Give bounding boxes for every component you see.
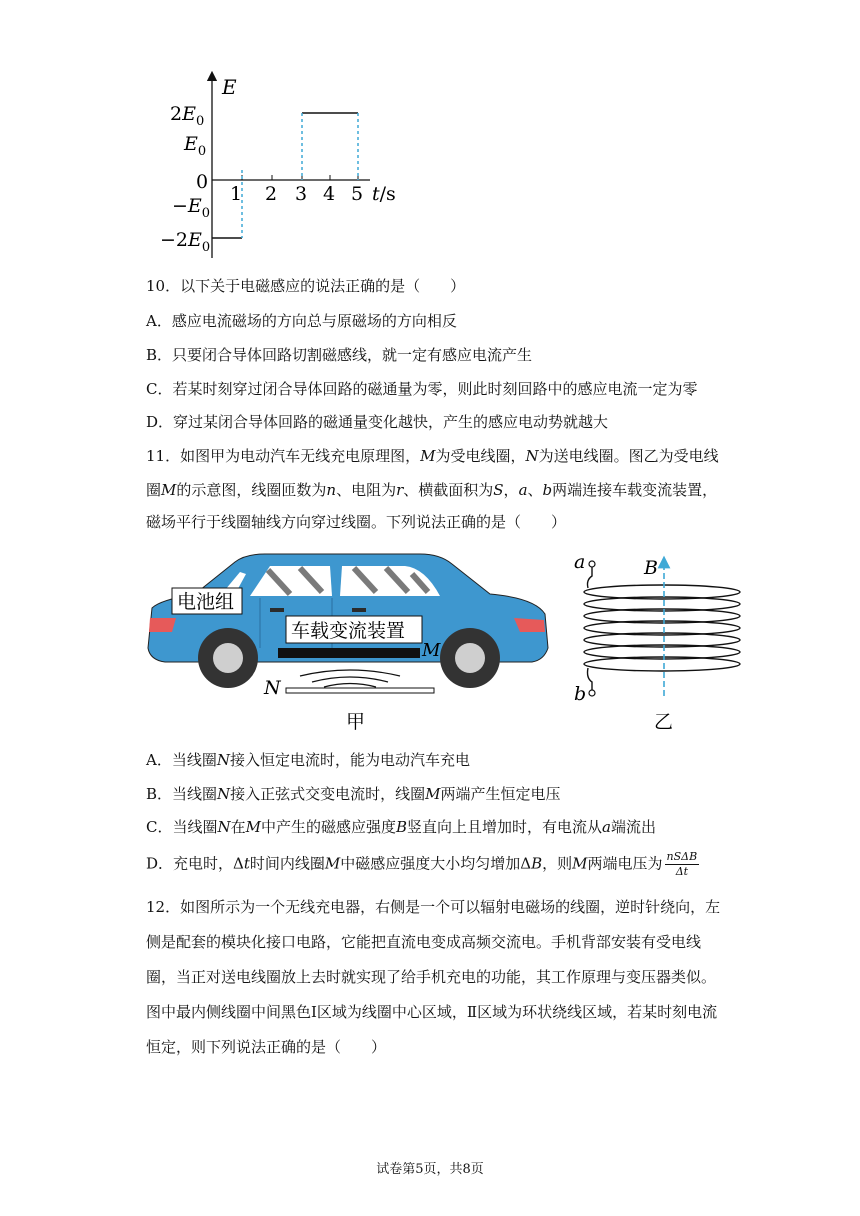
y-tick-2E0: $2E_0$	[170, 103, 205, 129]
x-tick-2: 2	[265, 183, 278, 205]
label-a: a	[574, 551, 586, 573]
coil-loops	[584, 585, 740, 671]
field-lines	[300, 670, 400, 687]
coil-M	[278, 648, 420, 658]
label-M: M	[422, 640, 441, 661]
q10-stem: 10．以下关于电磁感应的说法正确的是（ ）	[146, 277, 466, 295]
q10-option-c[interactable]: C．若某时刻穿过闭合导体回路的磁通量为零，则此时刻回路中的感应电流一定为零	[146, 380, 698, 398]
q11-stem-line2: 圈M的示意图，线圈匝数为n、电阻为r、横截面积为S，a、b两端连接车载变流装置，	[146, 481, 718, 499]
q11-option-c[interactable]: C．当线圈N在M中产生的磁感应强度B竖直向上且增加时，有电流从a端流出	[146, 818, 657, 836]
converter-label: 车载变流装置	[291, 620, 406, 642]
q10-option-d[interactable]: D．穿过某闭合导体回路的磁通量变化越快，产生的感应电动势就越大	[146, 413, 609, 431]
label-yi: 乙	[654, 711, 674, 733]
q10-option-a[interactable]: A．感应电流磁场的方向总与原磁场的方向相反	[146, 312, 457, 330]
label-jia: 甲	[346, 711, 366, 733]
car-wheel-rear	[198, 628, 258, 688]
voltage-fraction: $\frac{\text{nSΔB}}{\Delta t}$	[666, 850, 698, 878]
coil-N	[286, 688, 434, 693]
q11-option-b[interactable]: B．当线圈N接入正弦式交变电流时，线圈M两端产生恒定电压	[146, 785, 561, 803]
e-t-graph	[0, 0, 860, 270]
x-tick-3: 3	[295, 183, 308, 205]
q10-option-b[interactable]: B．只要闭合导体回路切割磁感线，就一定有感应电流产生	[146, 346, 533, 364]
q11-option-a[interactable]: A．当线圈N接入恒定电流时，能为电动汽车充电	[146, 751, 470, 769]
q11-stem-line1: 11．如图甲为电动汽车无线充电原理图，M为受电线圈，N为送电线圈。图乙为受电线	[146, 447, 719, 465]
figure-jia-car	[140, 548, 560, 738]
y-tick-E0: $E_0$	[184, 133, 207, 159]
y-tick-neg-2E0: $-2E_0$	[160, 229, 211, 255]
car-tail-light	[149, 618, 176, 632]
q11-option-d[interactable]: D．充电时，Δt时间内线圈M中磁感应强度大小均匀增加ΔB，则M两端电压为 $\frac{\text{nSΔB}}{\Delta t}$	[146, 850, 698, 878]
car-wheel-front	[440, 628, 500, 688]
origin-label: 0	[196, 171, 209, 193]
y-tick-neg-E0: $-E_0$	[172, 195, 211, 221]
x-tick-4: 4	[323, 183, 336, 205]
y-axis-label: E	[222, 75, 237, 99]
q11-stem-line3: 磁场平行于线圈轴线方向穿过线圈。下列说法正确的是（ ）	[146, 513, 567, 531]
battery-label: 电池组	[177, 591, 235, 613]
label-N: N	[264, 677, 281, 699]
lead-b	[588, 668, 593, 690]
label-B: B	[644, 557, 658, 579]
x-tick-1: 1	[230, 183, 243, 205]
q12-stem: 12．如图所示为一个无线充电器，右侧是一个可以辐射电磁场的线圈，逆时针绕向，左侧是配套的模块化接口电路，它能把直流电变成高频交流电。手机背部安装有受电线圈，当正对送电线圈放上去时就实现了给手机充电的功能，其工作原理与变压器类似。图中最内侧线圈中间黑色Ⅰ区域为线圈中心区域，Ⅱ区域为环状绕线区域，若某时刻电流恒定，则下列说法正确的是（ ）	[146, 898, 721, 1056]
label-b: b	[574, 683, 587, 705]
x-tick-5: 5	[351, 183, 364, 205]
page-footer: 试卷第5页，共8页	[376, 1162, 484, 1177]
figure-yi-coil	[566, 548, 756, 738]
lead-a	[588, 566, 593, 588]
x-axis-label: t/s	[372, 183, 396, 205]
